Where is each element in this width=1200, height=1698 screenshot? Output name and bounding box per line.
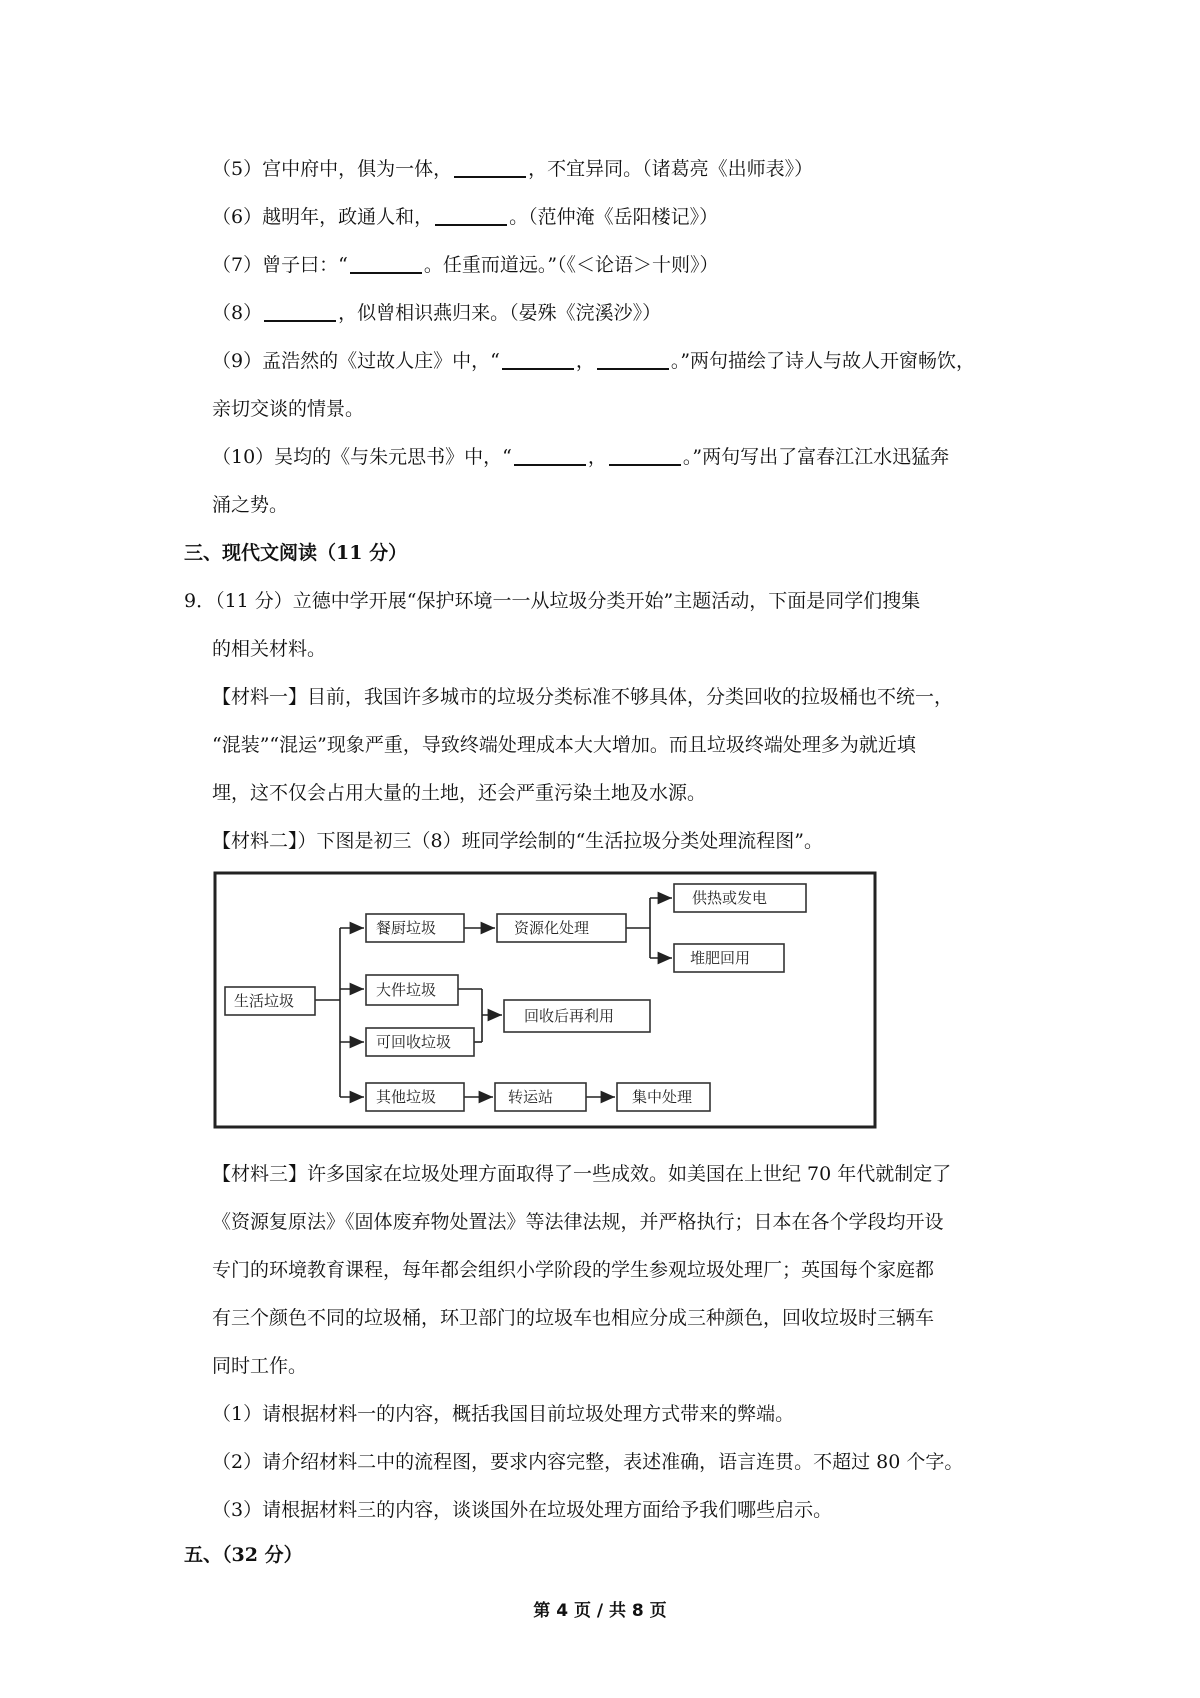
node-root-label: 生活垃圾: [234, 992, 295, 1010]
material-1-line-3: 埋，这不仅会占用大量的土地，还会严重污染土地及水源。: [212, 782, 707, 804]
q9-blank-2[interactable]: [597, 348, 669, 370]
section-3-suffix: 分）: [362, 542, 408, 564]
q8-blank[interactable]: [264, 300, 336, 322]
q9-blank-1[interactable]: [502, 348, 574, 370]
material-3-line-3: 专门的环境教育课程，每年都会组织小学阶段的学生参观垃圾处理厂；英国每个家庭都: [212, 1259, 935, 1281]
material-1-line-1: 【材料一】目前，我国许多城市的垃圾分类标准不够具体，分类回收的拉圾桶也不统一，: [212, 686, 954, 708]
q6-text-before: （6）越明年，政通人和，: [212, 206, 434, 228]
node-central-label: 集中处理: [632, 1088, 693, 1106]
section-5-score: 32: [231, 1544, 258, 1566]
question-5: [212, 155, 813, 183]
garbage-flowchart: [212, 870, 880, 1132]
q9-text-before: （9）孟浩然的《过故人庄》中，“: [212, 350, 500, 372]
sub-question-1: （1）请根据材料一的内容，概括我国目前垃圾处理方式带来的弊端。: [212, 1403, 795, 1425]
q6-text-after: 。（范仲淹《岳阳楼记》）: [509, 206, 719, 228]
q5-blank[interactable]: [454, 156, 526, 178]
node-compost-label: 堆肥回用: [690, 949, 751, 967]
node-resource-label: 资源化处理: [514, 919, 590, 937]
node-kitchen-label: 餐厨垃圾: [376, 919, 437, 937]
q7-blank[interactable]: [350, 252, 422, 274]
material-1-line-2: “混装”“混运”现象严重，导致终端处理成本大大增加。而且垃圾终端处理多为就近填: [212, 734, 916, 756]
q7-text-after: 。任重而道远。”（《＜论语＞十则》）: [423, 254, 719, 276]
node-recyclable-label: 可回收垃圾: [376, 1033, 452, 1051]
q8-text-after: ，似曾相识燕归来。（晏殊《浣溪沙》）: [338, 302, 662, 324]
sub-question-2: （2）请介绍材料二中的流程图，要求内容完整，表述准确，语言连贯。不超过 80 个字。: [212, 1451, 964, 1473]
q8-text-before: （8）: [212, 302, 263, 324]
q10-blank-1[interactable]: [514, 444, 586, 466]
question-9-line-1: [212, 347, 975, 375]
section-3-heading: [184, 539, 407, 567]
q5-text-before: （5）宫中府中，俱为一体，: [212, 158, 453, 180]
page-footer: 第 4 页 / 共 8 页: [533, 1601, 667, 1621]
q10-text-before: （10）吴均的《与朱元思书》中，“: [212, 446, 512, 468]
material-3-line-2: 《资源复原法》《固体废弃物处置法》等法律法规，并严格执行；日本在各个学段均开设: [212, 1211, 944, 1233]
node-heat-label: 供热或发电: [692, 889, 768, 907]
material-3-line-1: 【材料三】许多国家在垃圾处理方面取得了一些成效。如美国在上世纪 70 年代就制定了: [212, 1163, 952, 1185]
material-2-line-1: 【材料二】）下图是初三（8）班同学绘制的“生活拉圾分类处理流程图”。: [212, 830, 824, 852]
node-bulky-label: 大件垃圾: [376, 981, 437, 999]
question-10-line-2: 涌之势。: [212, 494, 289, 516]
q10-text-after: 。”两句写出了富春江江水迅猛奔: [682, 446, 950, 468]
node-reuse-label: 回收后再利用: [524, 1007, 615, 1025]
q6-blank[interactable]: [435, 204, 507, 226]
sub-question-3: （3）请根据材料三的内容，谈谈国外在垃圾处理方面给予我们哪些启示。: [212, 1499, 833, 1521]
q10-blank-2[interactable]: [609, 444, 681, 466]
question-9-main-line-2: 的相关材料。: [212, 638, 327, 660]
section-5-heading: [184, 1541, 303, 1569]
node-transfer-label: 转运站: [508, 1088, 554, 1106]
question-6: [212, 203, 718, 231]
question-10-line-1: [212, 443, 949, 471]
question-8: [212, 299, 661, 327]
question-9-main-line-1: 9．（11 分）立德中学开展“保护环境一一从垃圾分类开始”主题活动，下面是同学们搜集: [184, 590, 921, 612]
material-3-line-4: 有三个颜色不同的垃圾桶，环卫部门的垃圾车也相应分成三种颜色，回收垃圾时三辆车: [212, 1307, 935, 1329]
q9-separator: ，: [575, 350, 595, 372]
section-5-prefix: 五、（: [184, 1544, 232, 1566]
q7-text-before: （7）曾子曰：“: [212, 254, 348, 276]
section-3-score: 11: [336, 542, 363, 564]
section-5-suffix: 分）: [257, 1544, 303, 1566]
question-9-line-2: 亲切交谈的情景。: [212, 398, 365, 420]
q5-text-after: ，不宜异同。（诸葛亮《出师表》）: [528, 158, 814, 180]
q10-separator: ，: [587, 446, 607, 468]
question-7: [212, 251, 719, 279]
section-3-prefix: 三、现代文阅读（: [184, 542, 337, 564]
node-other-label: 其他垃圾: [376, 1088, 437, 1106]
q9-text-after: 。”两句描绘了诗人与故人开窗畅饮，: [670, 350, 976, 372]
material-3-line-5: 同时工作。: [212, 1355, 308, 1377]
